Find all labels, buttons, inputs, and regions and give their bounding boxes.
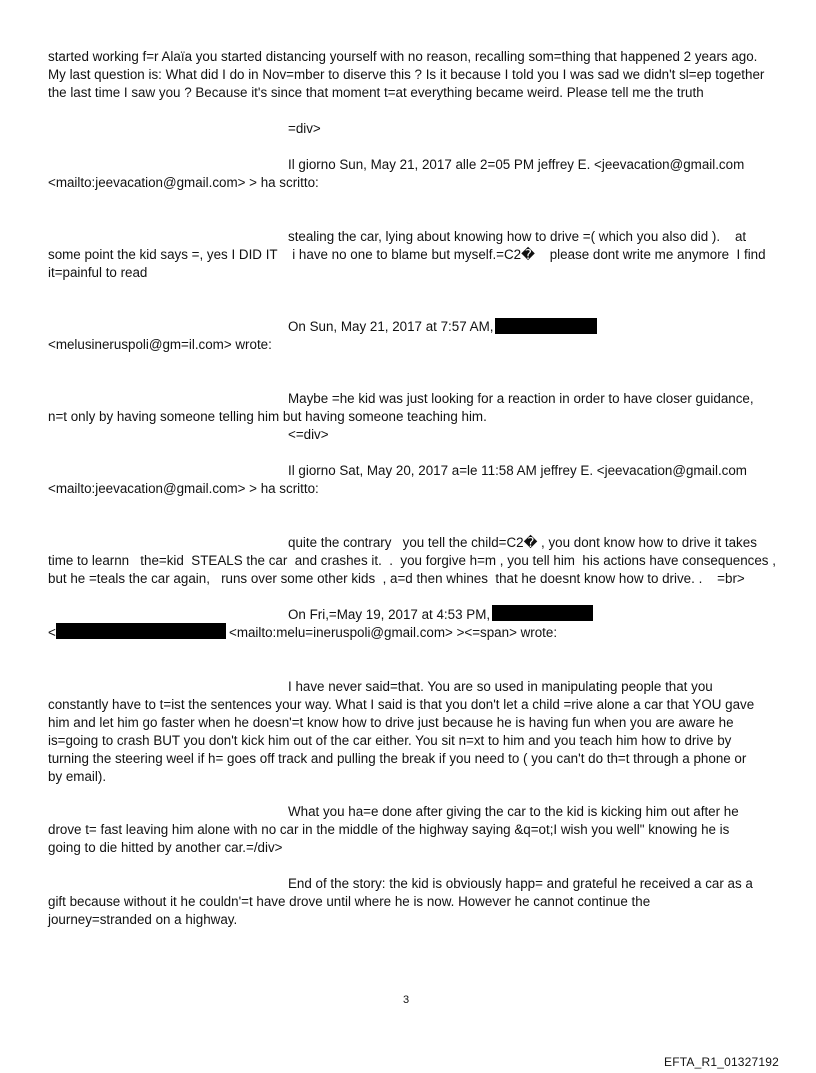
body-line: n=t only by having someone telling him but having someone teaching him. <box>48 409 487 424</box>
body-line: What you ha=e done after giving the car to the kid is kicking him out after he <box>288 804 739 819</box>
quote-header: Il giorno Sat, May 20, 2017 a=le 11:58 AM jeffrey E. <jeevacation@gmail.com <box>288 463 747 478</box>
body-line: the last time I saw you ? Because it's since that moment t=at everything became weird. Please tell me the truth <box>48 85 704 100</box>
body-line: gift because without it he couldn'=t have drove until where he is now. However he cannot continue the <box>48 894 651 909</box>
quote-header: Il giorno Sun, May 21, 2017 alle 2=05 PM jeffrey E. <jeevacation@gmail.com <box>288 157 745 172</box>
body-line: him and let him go faster when he doesn'=t know how to drive just because he is having fun when you are aware he <box>48 715 734 730</box>
body-line: stealing the car, lying about knowing how to drive =( which you also did ). at <box>288 229 747 244</box>
body-line: constantly have to t=ist the sentences your way. What I said is that you don't let a child =rive alone a car that YOU gave <box>48 697 755 712</box>
div-marker: =div> <box>288 121 321 136</box>
body-line: journey=stranded on a highway. <box>48 912 238 927</box>
body-line: quite the contrary you tell the child=C2� , you dont know how to drive it takes <box>288 535 757 550</box>
quote-header: <mailto:jeevacation@gmail.com> > ha scritto: <box>48 481 319 496</box>
body-line: by email). <box>48 769 107 784</box>
redaction-box <box>492 605 593 621</box>
body-line: going to die hitted by another car.=/div> <box>48 840 283 855</box>
quote-header: On Sun, May 21, 2017 at 7:57 AM, <box>288 319 494 334</box>
body-line: turning the steering weel if h= goes off track and pulling the break if you need to ( you can't do th=t through a phone or <box>48 751 747 766</box>
body-line: started working f=r Alaïa you started distancing yourself with no reason, recalling som=thing that happened 2 years ago. <box>48 49 758 64</box>
body-line: I have never said=that. You are so used in manipulating people that you <box>288 679 713 694</box>
div-marker: <=div> <box>288 427 329 442</box>
body-line: some point the kid says =, yes I DID IT i have no one to blame but myself.=C2� please dont write me anymore I find <box>48 247 766 262</box>
quote-header: On Fri,=May 19, 2017 at 4:53 PM, <box>288 607 491 622</box>
redaction-box <box>495 318 597 334</box>
quote-header: <melusineruspoli@gm=il.com> wrote: <box>48 337 272 352</box>
quote-header: <mailto:melu=ineruspoli@gmail.com> ><=span> wrote: <box>229 625 558 640</box>
body-line: time to learnn the=kid STEALS the car and crashes it. . you forgive h=m , you tell him his actions have consequences , <box>48 553 776 568</box>
redaction-box <box>56 623 226 639</box>
body-line: My last question is: What did I do in Nov=mber to diserve this ? Is it because I told you I was sad we didn't sl=ep together <box>48 67 765 82</box>
body-line: it=painful to read <box>48 265 148 280</box>
body-line: Maybe =he kid was just looking for a reaction in order to have closer guidance, <box>288 391 754 406</box>
quote-header: < <box>48 625 56 640</box>
page-number: 3 <box>403 994 410 1006</box>
body-line: End of the story: the kid is obviously happ= and grateful he received a car as a <box>288 876 753 891</box>
document-id-footer: EFTA_R1_01327192 <box>664 1055 780 1069</box>
body-line: drove t= fast leaving him alone with no car in the middle of the highway saying &q=ot;I wish you well" knowing he is <box>48 822 730 837</box>
body-line: is=going to crash BUT you don't kick him out of the car either. You sit n=xt to him and you teach him how to drive by <box>48 733 732 748</box>
body-line: but he =teals the car again, runs over some other kids , a=d then whines that he doesnt know how to drive. . =br> <box>48 571 745 586</box>
quote-header: <mailto:jeevacation@gmail.com> > ha scritto: <box>48 175 319 190</box>
